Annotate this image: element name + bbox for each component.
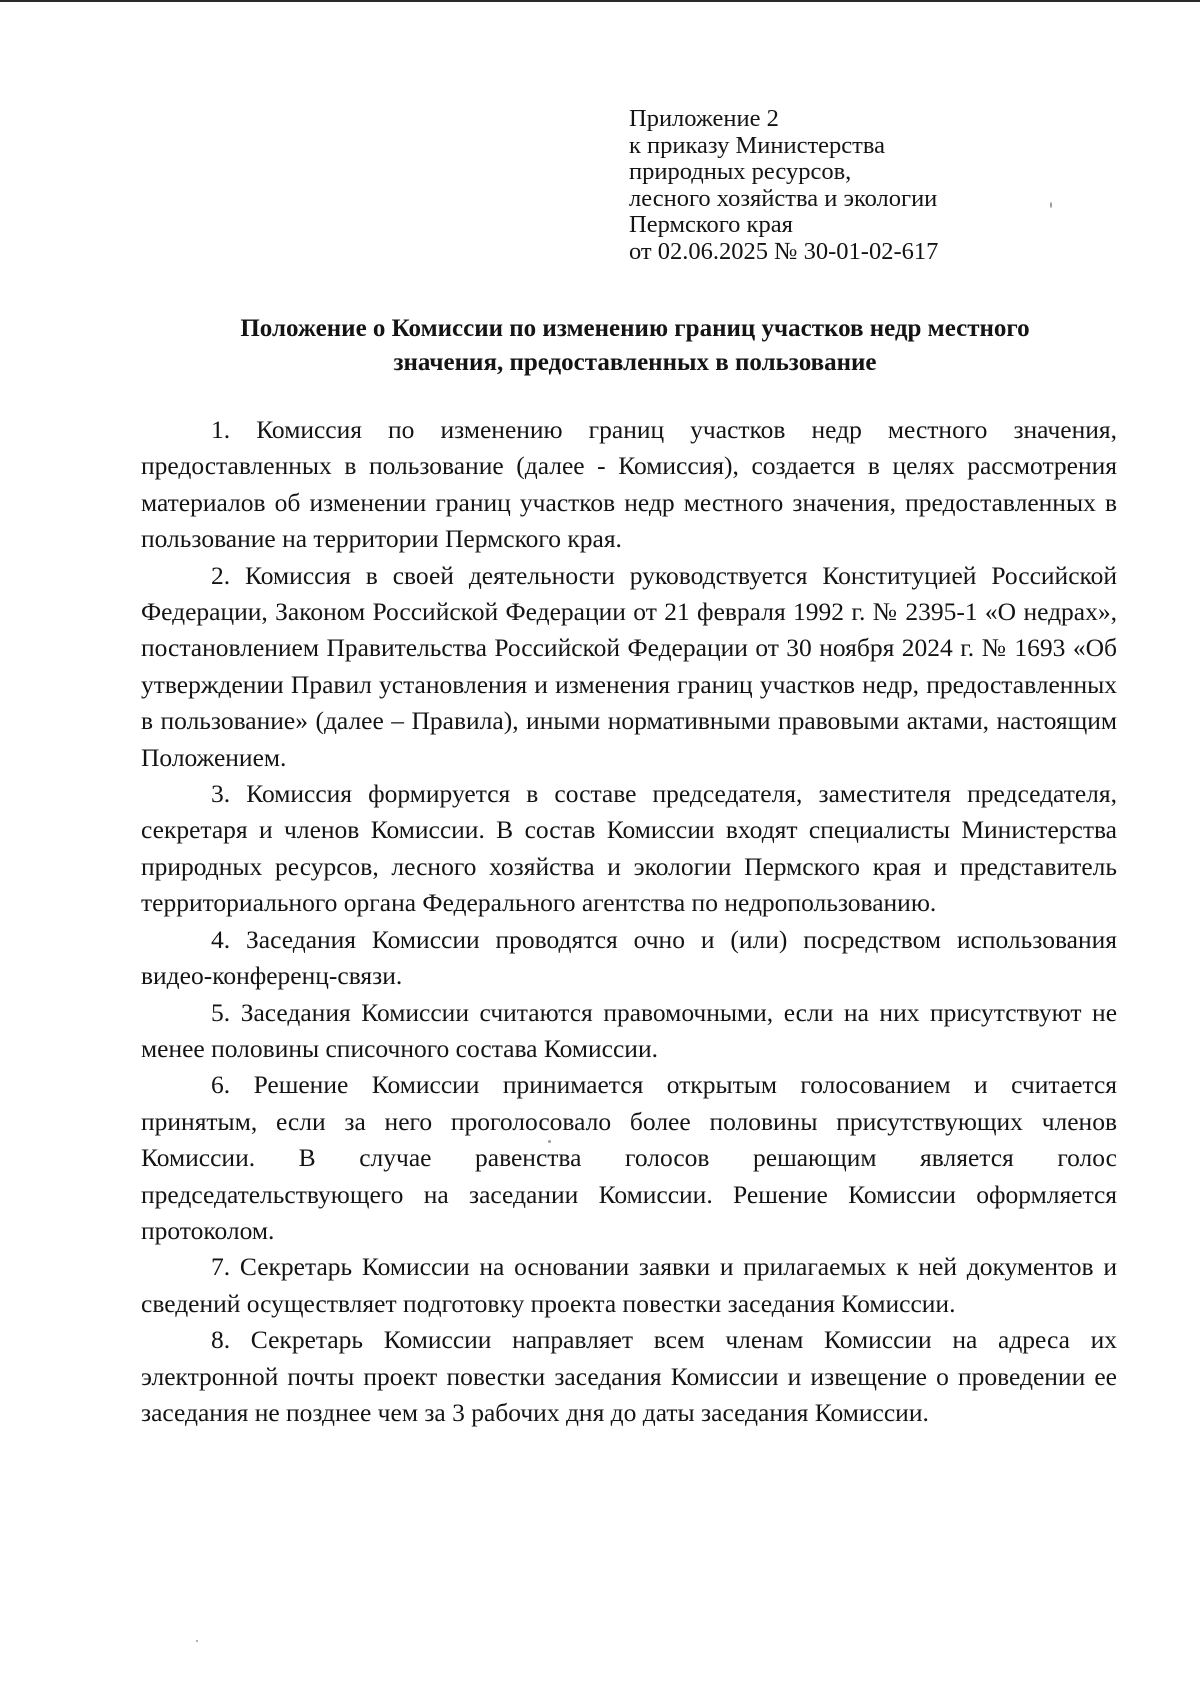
paragraph-number: 1. <box>211 415 231 444</box>
appendix-line: Приложение 2 <box>629 105 779 132</box>
appendix-line: Пермского края <box>629 211 793 238</box>
paragraph-2 <box>141 558 1117 776</box>
appendix-line: от 02.06.2025 № 30-01-02-617 <box>629 237 939 265</box>
scan-speck <box>196 1640 198 1642</box>
paragraph-7 <box>141 1249 1117 1322</box>
paragraph-number: 7. <box>211 1252 231 1282</box>
paragraph-number: 5. <box>211 997 231 1027</box>
paragraph-6 <box>141 1067 1117 1249</box>
appendix-line: природных ресурсов, <box>629 158 852 185</box>
paragraph-1 <box>141 412 1117 558</box>
document-body <box>141 412 1117 1431</box>
paragraph-5 <box>141 995 1117 1068</box>
paragraph-number: 6. <box>211 1070 231 1100</box>
paragraph-3 <box>141 776 1117 922</box>
paragraph-text: Комиссия по изменению границ участков недр местного значения, предоставленных в пользование (далее - Комиссия), создается в целях рассмотрения материалов об изменении границ участков недр местного значения, предоставленных в пользование на территории Пермского края. <box>141 415 1118 554</box>
paragraph-text: Секретарь Комиссии направляет всем членам Комиссии на адреса их электронной почты проект повестки заседания Комиссии и извещение о проведении ее заседания не позднее чем за 3 рабочих дня до даты заседания Комиссии. <box>141 1325 1118 1427</box>
title-line-2: значения, предоставленных в пользование <box>393 349 877 376</box>
appendix-line: лесного хозяйства и экологии <box>629 184 938 212</box>
paragraph-text: Секретарь Комиссии на основании заявки и прилагаемых к ней документов и сведений осуществляет подготовку проекта повестки заседания Комиссии. <box>141 1252 1118 1318</box>
scan-top-edge <box>0 0 1200 2</box>
paragraph-text: Комиссия в своей деятельности руководствуется Конституцией Российской Федерации, Законом Российской Федерации от 21 февраля 1992 г. № 2395-1 «О недрах», постановлением Правительства Российской Федерации от 30 ноября 2024 г. № 1693 «Об утверждении Правил установления и изменения границ участков недр, предоставленных в пользование» (далее – Правила), иными нормативными правовыми актами, настоящим Положением. <box>141 560 1118 772</box>
paragraph-number: 8. <box>211 1325 231 1355</box>
paragraph-number: 4. <box>211 924 231 954</box>
paragraph-text: Заседания Комиссии проводятся очно и (или) посредством использования видео-конференц-связи. <box>141 924 1118 991</box>
appendix-header <box>629 106 1069 265</box>
paragraph-text: Решение Комиссии принимается открытым голосованием и считается принятым, если за него проголосовало более половины присутствующих членов Комиссии. В случае равенства голосов решающим является голос председательствующего на заседании Комиссии. Решение Комиссии оформляется протоколом. <box>141 1070 1118 1245</box>
appendix-line: к приказу Министерства <box>629 131 885 159</box>
title-line-1: Положение о Комиссии по изменению границ участков недр местного <box>240 315 1030 342</box>
scan-speck <box>548 1140 551 1143</box>
paragraph-4 <box>141 922 1117 995</box>
paragraph-text: Заседания Комиссии считаются правомочными, если на них присутствуют не менее половины списочного состава Комиссии. <box>141 997 1118 1063</box>
paragraph-number: 3. <box>211 779 231 809</box>
paragraph-number: 2. <box>211 560 231 590</box>
paragraph-text: Комиссия формируется в составе председателя, заместителя председателя, секретаря и членов Комиссии. В состав Комиссии входят специалисты Министерства природных ресурсов, лесного хозяйства и экологии Пермского края и представитель территориального органа Федерального агентства по недропользованию. <box>141 779 1117 918</box>
document-title <box>140 312 1130 380</box>
paragraph-8 <box>141 1322 1117 1431</box>
scan-speck <box>1050 202 1052 208</box>
